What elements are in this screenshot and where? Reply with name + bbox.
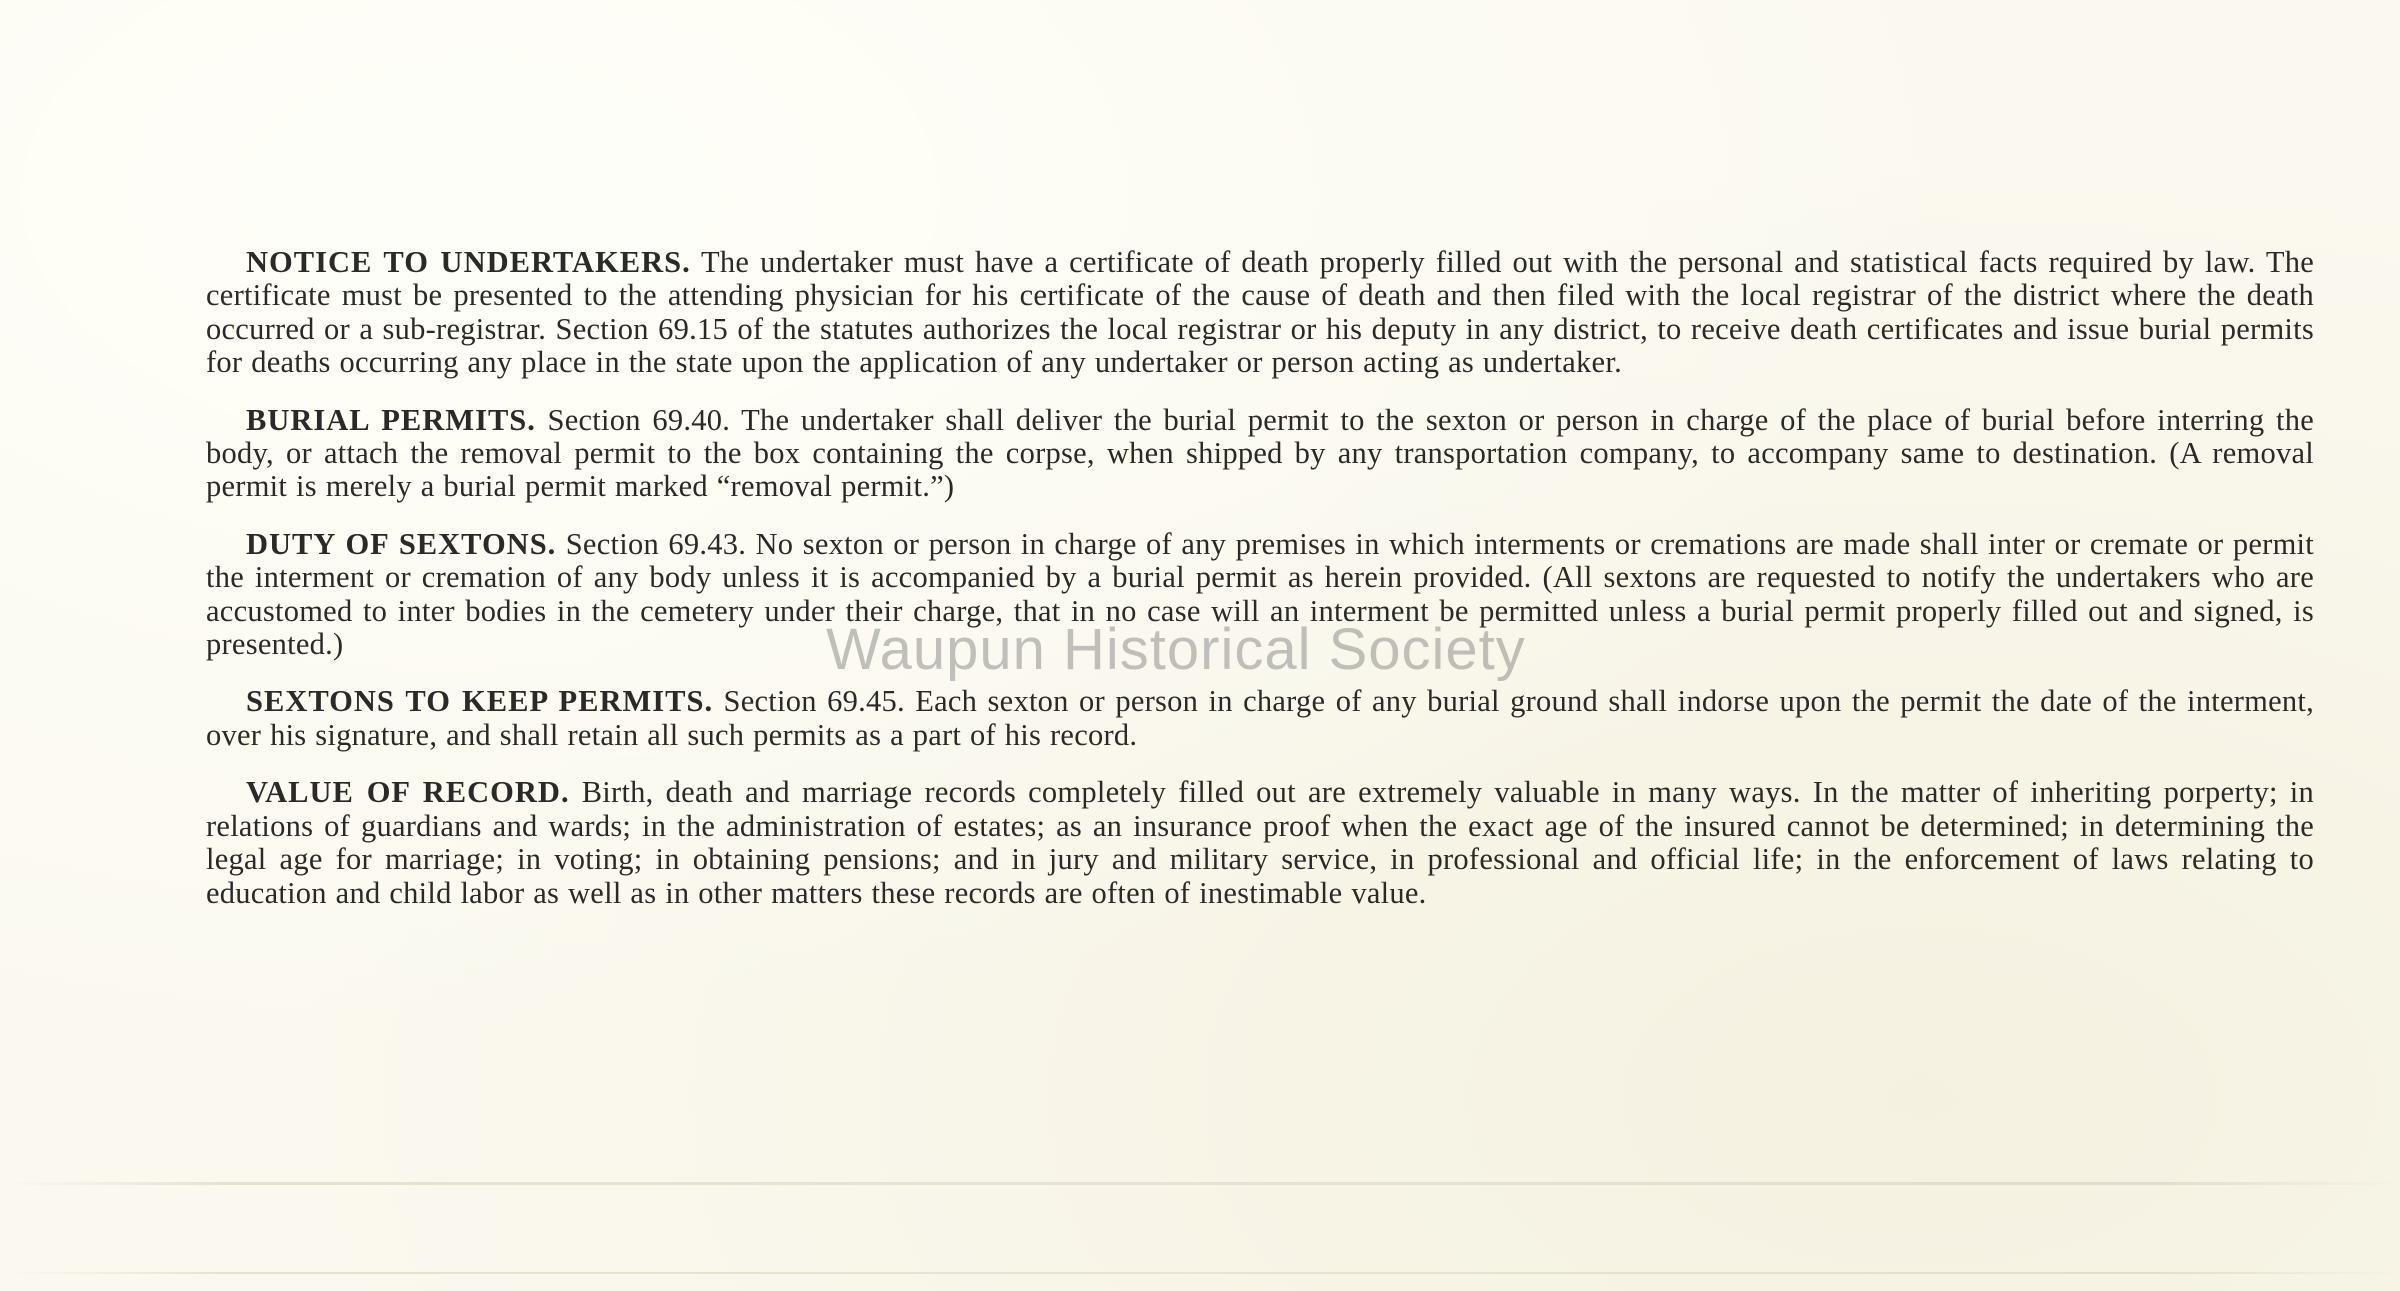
- fold-line: [0, 1272, 2400, 1274]
- paragraph-body: Section 69.43. No sexton or person in charge of any premises in which interments or cremations are made shall inter or cremate or permit the interment or cremation of any body unless it is accompanied by a burial permit as herein provided. (All sextons are requested to notify the undertakers who are accustomed to inter bodies in the cemetery under their charge, that in no case will an interment be permitted unless a burial permit properly filled out and signed, is presented.): [206, 526, 2314, 662]
- paragraph-burial-permits: [206, 404, 2314, 504]
- paragraph-heading: NOTICE TO UNDERTAKERS.: [246, 245, 691, 279]
- paragraph-heading: VALUE OF RECORD.: [246, 775, 570, 810]
- paragraph-body: The undertaker must have a certificate of death properly filled out with the personal and statistical facts required by law. The certificate must be presented to the attending physician for his certificate of the cause of death and then filed with the local registrar of the district where the death occurred or a sub-registrar. Section 69.15 of the statutes authorizes the local registrar or his deputy in any district, to receive death certificates and issue burial permits for deaths occurring any place in the state upon the application of any undertaker or person acting as undertaker.: [206, 245, 2314, 380]
- notice-text-block: [206, 246, 2314, 934]
- paragraph-heading: BURIAL PERMITS.: [246, 402, 536, 437]
- fold-line: [0, 1182, 2400, 1185]
- paragraph-duty-of-sextons: [206, 528, 2314, 662]
- paragraph-body: Section 69.40. The undertaker shall deliver the burial permit to the sexton or person in charge of the place of burial before interring the body, or attach the removal permit to the box containing the corpse, when shipped by any transportation company, to accompany same to destination. (A removal permit is merely a burial permit marked “removal permit.”): [206, 402, 2315, 504]
- paragraph-sextons-to-keep-permits: [206, 685, 2314, 752]
- watermark: Waupun Historical Society: [826, 617, 1526, 682]
- paragraph-value-of-record: [206, 776, 2314, 910]
- paragraph-body: Section 69.45. Each sexton or person in charge of any burial ground shall indorse upon the permit the date of the interment, over his signature, and shall retain all such permits as a part of his record.: [206, 684, 2315, 752]
- paragraph-notice-to-undertakers: [206, 246, 2314, 380]
- paragraph-heading: DUTY OF SEXTONS.: [246, 526, 557, 561]
- paragraph-heading: SEXTONS TO KEEP PERMITS.: [246, 684, 714, 719]
- paragraph-body: Birth, death and marriage records completely filled out are extremely valuable in many ways. In the matter of inheriting porperty; in relations of guardians and wards; in the administration of estates; as an insurance proof when the exact age of the insured cannot be determined; in determining the legal age for marriage; in voting; in obtaining pensions; and in jury and military service, in professional and official life; in the enforcement of laws relating to education and child labor as well as in other matters these records are often of inestimable value.: [206, 775, 2315, 910]
